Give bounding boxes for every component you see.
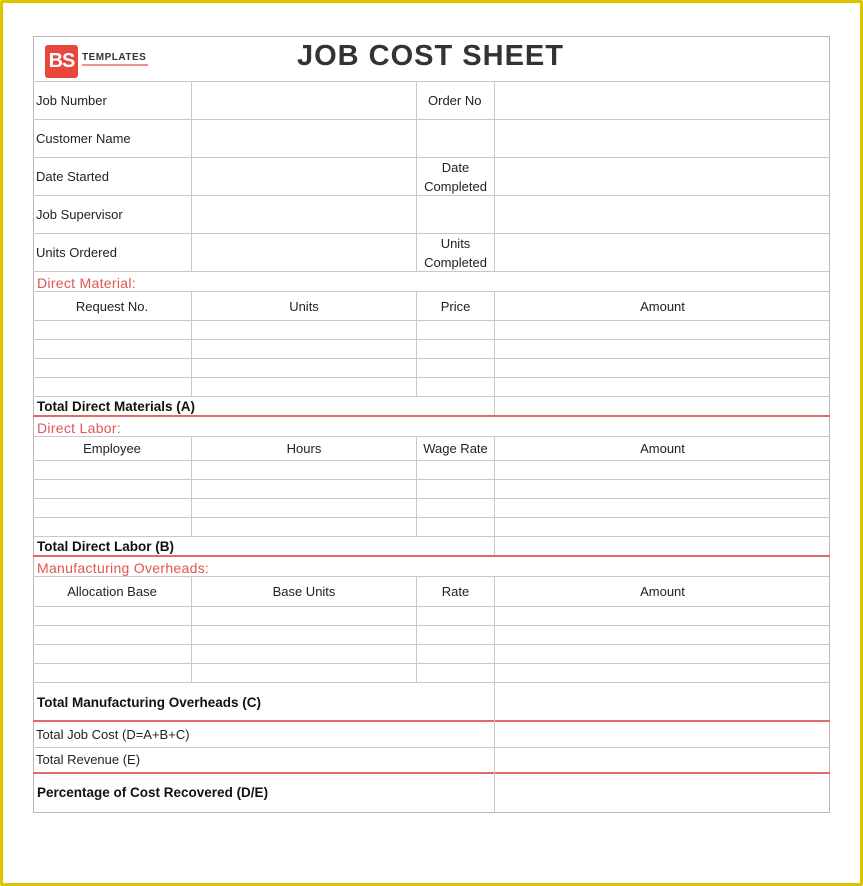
total-direct-materials: Total Direct Materials (A) [37, 399, 196, 414]
job-number-field[interactable] [192, 82, 416, 119]
total-overheads-field[interactable] [495, 683, 830, 720]
total-job-cost-field[interactable] [495, 722, 830, 747]
total-direct-labor: Total Direct Labor (B) [37, 539, 175, 554]
page-title: JOB COST SHEET [297, 40, 564, 72]
col-base-units: Base Units [272, 584, 336, 599]
section-direct-labor: Direct Labor: [37, 420, 122, 436]
col-hours: Hours [286, 441, 322, 456]
label-customer-name: Customer Name [36, 131, 131, 146]
label-date-completed-line2: Completed [424, 179, 487, 194]
label-job-number: Job Number [36, 93, 107, 108]
label-units-completed-line1: Units [440, 236, 471, 251]
date-started-field[interactable] [192, 158, 416, 195]
total-direct-labor-field[interactable] [495, 537, 830, 555]
logo-name: TEMPLATES [82, 52, 147, 63]
order-no-field[interactable] [495, 82, 830, 119]
date-completed-field[interactable] [495, 158, 830, 195]
label-units-ordered: Units Ordered [36, 245, 117, 260]
customer-name-field[interactable] [192, 120, 416, 157]
logo-mark: BS [45, 45, 78, 78]
units-completed-field[interactable] [495, 234, 830, 271]
col-amount: Amount [640, 584, 685, 599]
col-employee: Employee [83, 441, 141, 456]
label-order-no: Order No [428, 93, 482, 108]
total-revenue-field[interactable] [495, 748, 830, 772]
label-percentage-cost-recovered: Percentage of Cost Recovered (D/E) [37, 785, 269, 800]
total-manufacturing-overheads: Total Manufacturing Overheads (C) [37, 695, 262, 710]
col-units: Units [289, 299, 319, 314]
units-ordered-field[interactable] [192, 234, 416, 271]
label-units-completed-line2: Completed [424, 255, 487, 270]
logo-tagline-bar [82, 64, 148, 66]
col-amount: Amount [640, 299, 685, 314]
label-date-completed-line1: Date [441, 160, 470, 175]
section-manufacturing-overheads: Manufacturing Overheads: [37, 560, 210, 576]
label-job-supervisor: Job Supervisor [36, 207, 123, 222]
job-supervisor-field[interactable] [192, 196, 416, 233]
total-direct-materials-field[interactable] [495, 397, 830, 415]
col-request-no: Request No. [75, 299, 149, 314]
label-total-revenue: Total Revenue (E) [36, 752, 141, 767]
section-direct-material: Direct Material: [37, 275, 136, 291]
col-price: Price [440, 299, 471, 314]
col-allocation-base: Allocation Base [67, 584, 157, 599]
percentage-field[interactable] [495, 774, 830, 812]
col-amount: Amount [640, 441, 685, 456]
label-total-job-cost: Total Job Cost (D=A+B+C) [36, 727, 190, 742]
col-wage-rate: Wage Rate [423, 441, 488, 456]
label-date-started: Date Started [36, 169, 109, 184]
col-rate: Rate [441, 584, 470, 599]
